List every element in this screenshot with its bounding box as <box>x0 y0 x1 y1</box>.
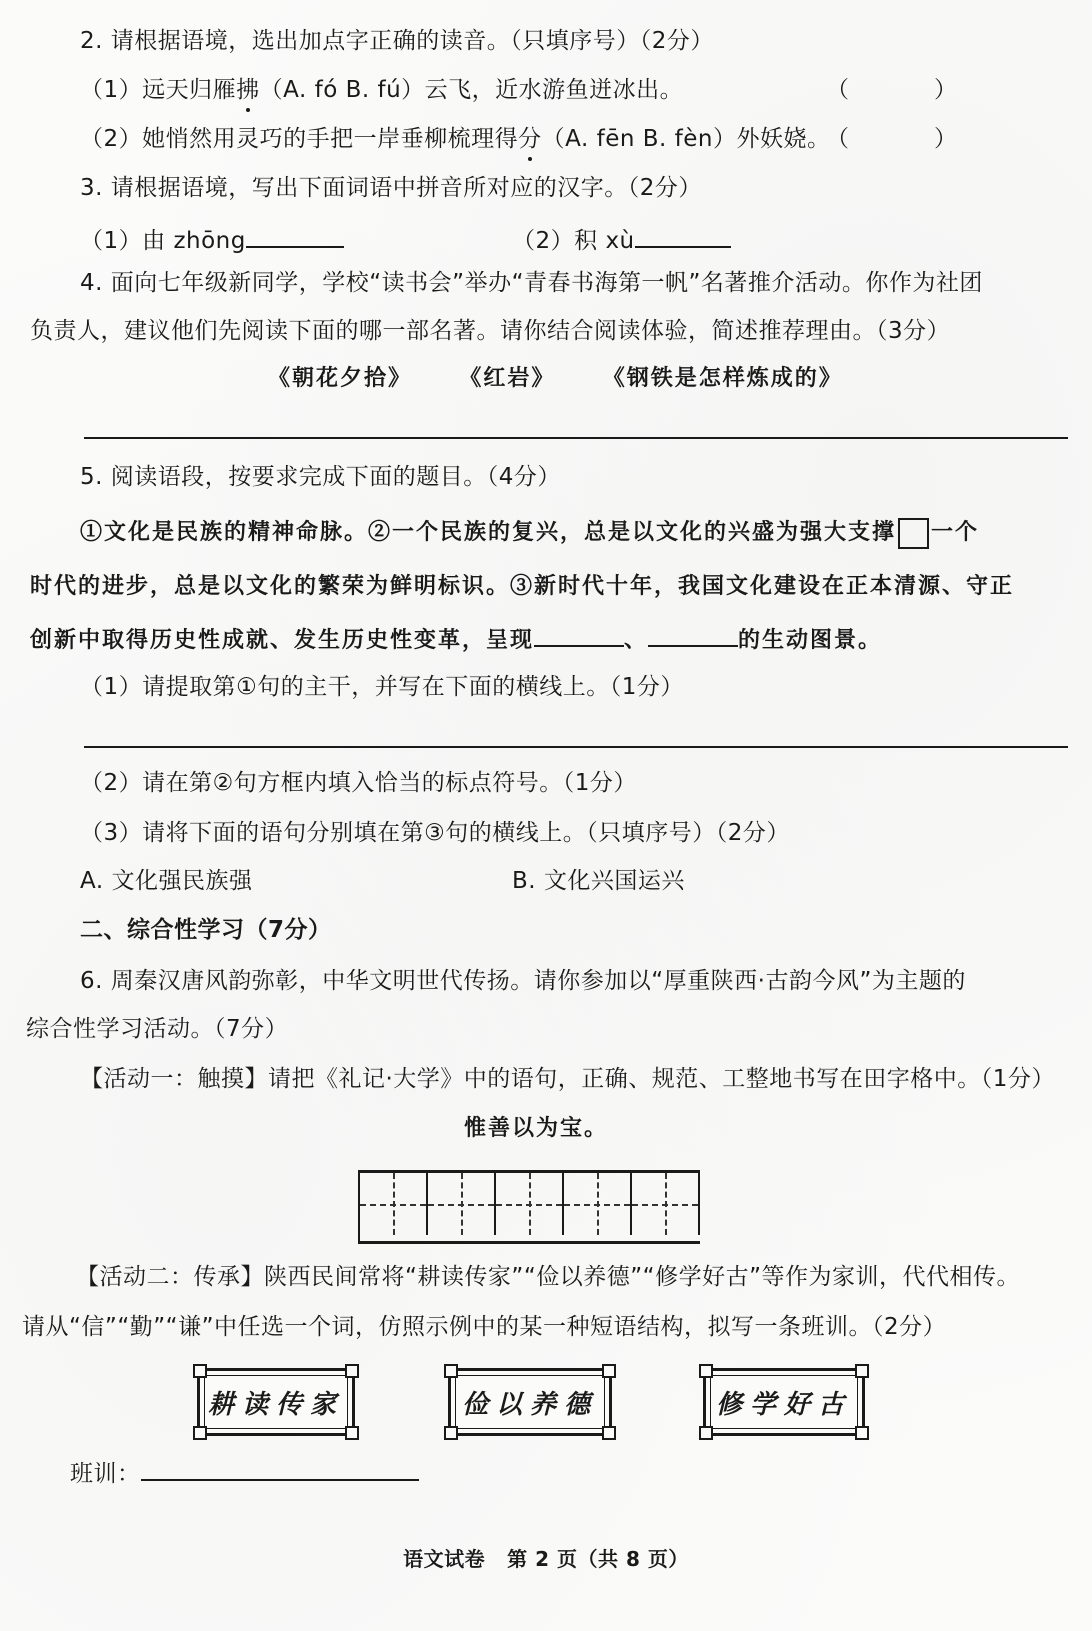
q5-sub2: （2）请在第②句方框内填入恰当的标点符号。（1分） <box>80 770 637 796</box>
q2-item2-answer-slot[interactable] <box>850 121 936 155</box>
q4-answer-line[interactable] <box>84 437 1068 439</box>
q5-sub1-answer-line[interactable] <box>84 746 1068 748</box>
q5-blank-1[interactable] <box>534 621 624 647</box>
class-motto-row <box>70 1455 419 1489</box>
q5-passage-line3-a: 创新中取得历史性成就、发生历史性变革，呈现 <box>30 627 535 653</box>
q5-punctuation-box[interactable] <box>898 518 929 549</box>
plaque-corner-ornament <box>602 1426 616 1440</box>
q3-item1 <box>80 222 344 256</box>
q6-activity1: 【活动一：触摸】请把《礼记·大学》中的语句，正确、规范、工整地书写在田字格中。（1分） <box>80 1066 1055 1092</box>
plaque-corner-ornament <box>345 1364 359 1378</box>
family-motto-plaque-3 <box>703 1368 865 1436</box>
q5-sub3: （3）请将下面的语句分别填在第③句的横线上。（只填序号）（2分） <box>80 820 790 846</box>
q5-passage-line3-b: 的生动图景。 <box>738 627 883 653</box>
q2-item2-after: （A. fēn B. fèn）外妖娆。 <box>541 126 831 152</box>
q2-item2-paren-right: ） <box>934 126 957 152</box>
q2-item1-before: （1）远天归雁 <box>80 77 237 103</box>
page-footer <box>0 1543 1092 1572</box>
q2-item1-answer-slot[interactable] <box>850 72 936 106</box>
class-motto-blank[interactable] <box>141 1455 419 1481</box>
q2-item1 <box>80 75 683 105</box>
q2-item2-paren-left: （ <box>826 126 849 152</box>
q4-stem-line2: 负责人，建议他们先阅读下面的哪一部名著。请你结合阅读体验，简述推荐理由。（3分） <box>30 318 951 344</box>
tianzige-cell-3[interactable] <box>496 1173 564 1235</box>
q4-stem-line1: 4. 面向七年级新同学，学校“读书会”举办“青春书海第一帆”名著推介活动。你作为社团 <box>80 270 983 296</box>
plaque-text: 耕读传家 <box>207 1389 344 1420</box>
q4-book-1: 《朝花夕拾》 <box>268 365 413 391</box>
plaque-corner-ornament <box>345 1426 359 1440</box>
q5-blank-separator: 、 <box>624 627 649 653</box>
q5-sub1: （1）请提取第①句的主干，并写在下面的横线上。（1分） <box>80 674 684 700</box>
q2-item1-after: （A. fó B. fú）云飞，近水游鱼迸冰出。 <box>259 77 684 103</box>
q3-item1-blank[interactable] <box>246 222 344 248</box>
tianzige-cell-5[interactable] <box>632 1173 700 1235</box>
q5-option-b: B. 文化兴国运兴 <box>512 868 685 894</box>
q3-item2-blank[interactable] <box>635 222 731 248</box>
family-motto-plaque-2 <box>448 1368 612 1436</box>
q6-stem-line2: 综合性学习活动。（7分） <box>26 1016 289 1042</box>
q4-book-3: 《钢铁是怎样炼成的》 <box>602 365 843 391</box>
q2-item2 <box>80 124 830 154</box>
q5-passage-line1-b: 一个 <box>931 519 980 545</box>
q3-stem: 3. 请根据语境，写出下面词语中拼音所对应的汉字。（2分） <box>80 175 702 201</box>
plaque-corner-ornament <box>855 1364 869 1378</box>
q2-item2-dotted-char: 分 <box>518 126 542 152</box>
q6-activity2-line1: 【活动二：传承】陕西民间常将“耕读传家”“俭以养德”“修学好古”等作为家训，代代相传。 <box>76 1264 1020 1290</box>
section2-heading: 二、综合性学习（7分） <box>80 917 332 943</box>
tianzige-cell-4[interactable] <box>564 1173 632 1235</box>
q2-item2-before: （2）她悄然用灵巧的手把一岸垂柳梳理得 <box>80 126 519 152</box>
q4-book-2: 《红岩》 <box>459 365 556 391</box>
plaque-text: 修学好古 <box>715 1389 852 1420</box>
footer-page-number: 第 2 页（共 8 页） <box>507 1547 689 1571</box>
plaque-corner-ornament <box>193 1364 207 1378</box>
class-motto-label: 班训： <box>70 1461 141 1487</box>
family-motto-plaque-1 <box>197 1368 355 1436</box>
q6-activity2-line2: 请从“信”“勤”“谦”中任选一个词，仿照示例中的某一种短语结构，拟写一条班训。（2分） <box>22 1314 947 1340</box>
q3-item2 <box>512 222 731 256</box>
plaque-text: 俭以养德 <box>461 1389 598 1420</box>
q3-item2-label: （2）积 xù <box>512 228 635 254</box>
q5-passage-line1-a: ①文化是民族的精神命脉。②一个民族的复兴，总是以文化的兴盛为强大支撑 <box>80 519 897 545</box>
q2-item1-dotted-char: 拂 <box>236 77 260 103</box>
q2-stem: 2. 请根据语境，选出加点字正确的读音。（只填序号）（2分） <box>80 28 714 54</box>
q5-stem: 5. 阅读语段，按要求完成下面的题目。（4分） <box>80 464 561 490</box>
plaque-corner-ornament <box>444 1426 458 1440</box>
q6-stem-line1: 6. 周秦汉唐风韵弥彰，中华文明世代传扬。请你参加以“厚重陕西·古韵今风”为主题的 <box>80 968 966 994</box>
plaque-corner-ornament <box>699 1426 713 1440</box>
tianzige-grid <box>358 1170 700 1244</box>
q4-book-list <box>268 363 843 393</box>
tianzige-cell-1[interactable] <box>360 1173 428 1235</box>
plaque-corner-ornament <box>602 1364 616 1378</box>
q5-passage-line2: 时代的进步，总是以文化的繁荣为鲜明标识。③新时代十年，我国文化建设在正本清源、守正 <box>30 573 1015 599</box>
q5-blank-2[interactable] <box>648 621 738 647</box>
plaque-corner-ornament <box>193 1426 207 1440</box>
q3-item1-label: （1）由 zhōng <box>80 228 246 254</box>
q5-passage-line1 <box>80 517 979 549</box>
q2-item1-paren-left: （ <box>826 77 849 103</box>
q2-item1-paren-right: ） <box>934 77 957 103</box>
tianzige-cell-2[interactable] <box>428 1173 496 1235</box>
q5-passage-line3 <box>30 621 882 655</box>
plaque-corner-ornament <box>699 1364 713 1378</box>
plaque-corner-ornament <box>444 1364 458 1378</box>
plaque-corner-ornament <box>855 1426 869 1440</box>
q5-option-a: A. 文化强民族强 <box>80 868 253 894</box>
footer-subject: 语文试卷 <box>403 1547 486 1571</box>
q6-quote: 惟善以为宝。 <box>464 1115 609 1141</box>
